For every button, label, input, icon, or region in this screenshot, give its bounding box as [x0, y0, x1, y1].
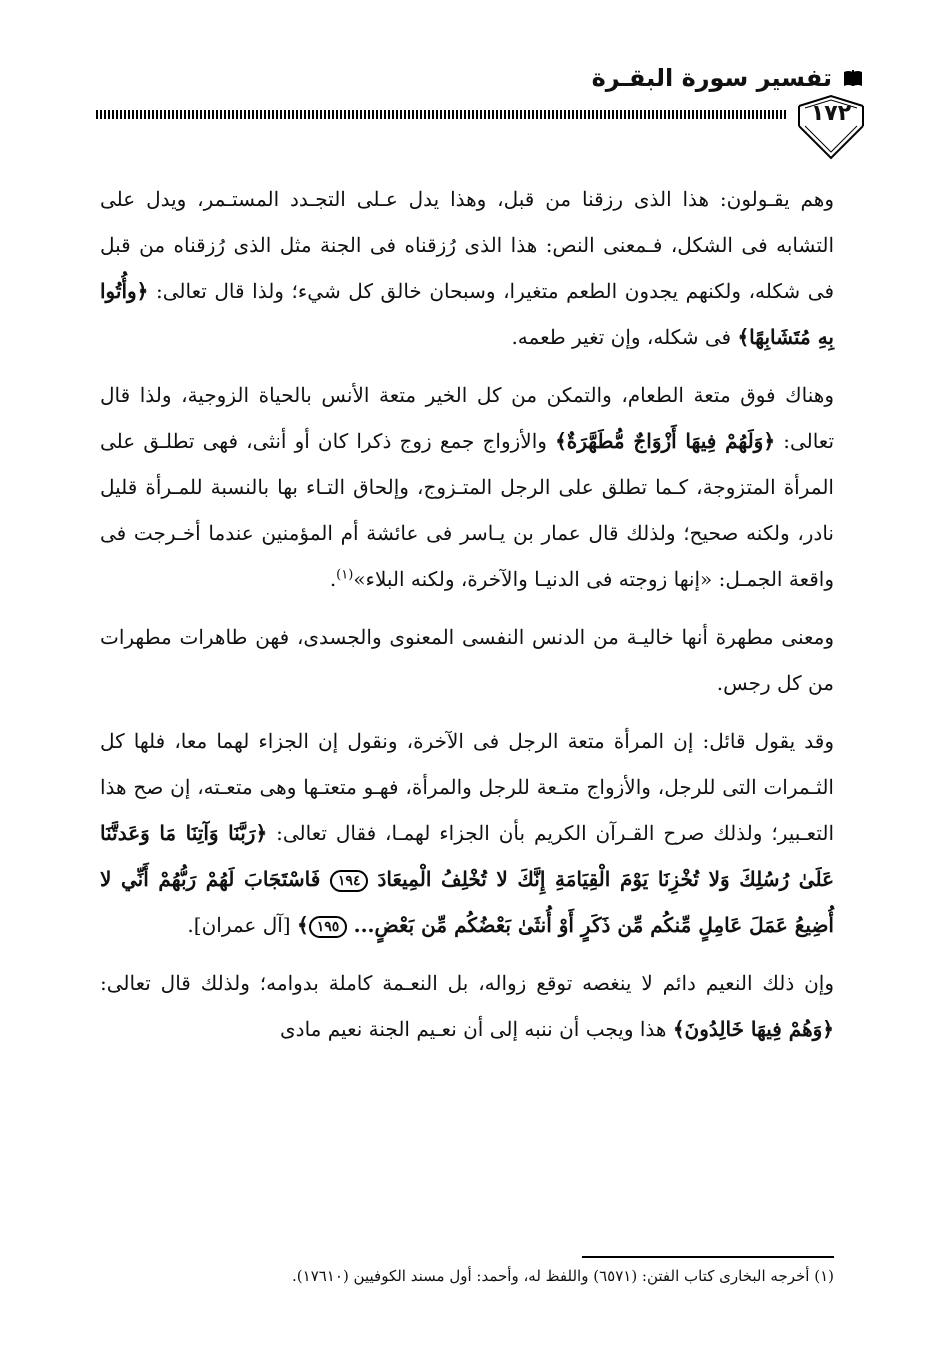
book-ornament-icon	[842, 67, 864, 89]
quran-quote: ﴿وَهُمْ فِيهَا خَالِدُونَ﴾	[672, 1017, 834, 1041]
text-run: وقد يقول قائل: إن المرأة متعة الرجل فى الآخرة، ونقول إن الجزاء لهما معا، فلها كل الثـمرات التى للرجل، والأزواج متـعة للرجل والمرأة، فهـو متعتـها وهى متعـته، إن صح هذا التعـبير؛ ولذلك صرح القـرآن الكريم بأن الجزاء لهمـا، فقال تعالى:	[100, 729, 835, 845]
text-run: .	[329, 567, 337, 591]
ayah-number-marker: ١٩٤	[330, 870, 369, 892]
paragraph-5	[100, 960, 834, 1052]
text-run: هذا ويجب أن ننبه إلى أن نعـيم الجنة نعيم مادى	[280, 1017, 673, 1041]
page-number-badge	[796, 94, 866, 160]
page-number: ١٧٢	[810, 101, 852, 126]
quran-quote: ﴿وأُتُوا بِهِ مُتَشَابِهًا﴾	[100, 279, 834, 349]
main-text	[100, 176, 834, 1064]
footnote-separator	[582, 1256, 834, 1258]
text-run: وهناك فوق متعة الطعام، والتمكن من كل الخير متعة الأنس بالحياة الزوجية، ولذا قال تعالى:	[100, 383, 835, 453]
paragraph-3: ومعنى مطهرة أنها خاليـة من الدنس النفسى المعنوى والجسدى، فهن طاهرات مطهرات من كل رجس.	[100, 625, 834, 695]
paragraph-1	[100, 176, 834, 360]
quran-close-bracket: ﴾	[296, 913, 309, 937]
running-title-text: تفسير سورة البقـرة	[591, 64, 832, 92]
ayah-number-marker: ١٩٥	[309, 916, 348, 938]
footnote-marker: (١)	[336, 567, 354, 583]
text-run: فى شكله، وإن تغير طعمه.	[511, 325, 738, 349]
quran-quote: ﴿رَبَّنَا وَآتِنَا مَا وَعَدتَّنَا عَلَىٰ رُسُلِكَ وَلا تُخْزِنَا يَوْمَ الْقِيَامَةِ إِنَّكَ لا تُخْلِفُ الْمِيعَادَ	[100, 821, 835, 891]
text-run: [آل عمران].	[187, 913, 297, 937]
text-run: وإن ذلك النعيم دائم لا ينغصه توقع زواله، بل النعـمة كاملة بدوامه؛ ولذلك قال تعالى:	[100, 971, 834, 995]
quran-quote: ﴿وَلَهُمْ فِيهَا أَزْوَاجٌ مُّطَهَّرَةٌ﴾	[555, 429, 776, 453]
running-title	[592, 60, 864, 96]
quran-quote: فَاسْتَجَابَ لَهُمْ رَبُّهُمْ أَنِّي لا أُضِيعُ عَمَلَ عَامِلٍ مِّنكُم مِّن ذَكَرٍ أَوْ أُنثَىٰ بَعْضُكُم مِّن بَعْضٍ...	[100, 867, 834, 937]
footnote: (١) أخرجه البخارى كتاب الفتن: (٦٥٧١) واللفظ له، وأحمد: أول مسند الكوفيين (١٧٦١٠).	[292, 1267, 834, 1285]
header-rule	[96, 110, 786, 119]
text-run: والأزواج جمع زوج ذكرا كان أو أنثى، فهى تطلـق على المرأة المتزوجة، كـما تطلق على الرجل المتـزوج، وإلحاق التـاء بها بالنسبة للمـرأة قليل نادر، ولكنه صحيح؛ ولذلك قال عمار بن يـاسر فى عائشة أم المؤمنين عندما أخـرجت فى واقعة الجمـل: «إنها زوجته فى الدنيـا والآخرة، ولكنه البلاء»	[100, 429, 834, 591]
paragraph-4	[100, 718, 834, 948]
text-run: وهم يقـولون: هذا الذى رزقنا من قبل، وهذا يدل عـلى التجـدد المستـمر، ويدل على التشابه فى الشكل، فـمعنى النص: هذا الذى رُزقناه فى الجنة مثل الذى رُزقناه من قبل فى شكله، ولكنهم يجدون الطعم متغيرا، وسبحان خالق كل شيء؛ ولذا قال تعالى:	[100, 187, 834, 303]
paragraph-2	[100, 372, 834, 602]
page-header	[96, 60, 864, 160]
